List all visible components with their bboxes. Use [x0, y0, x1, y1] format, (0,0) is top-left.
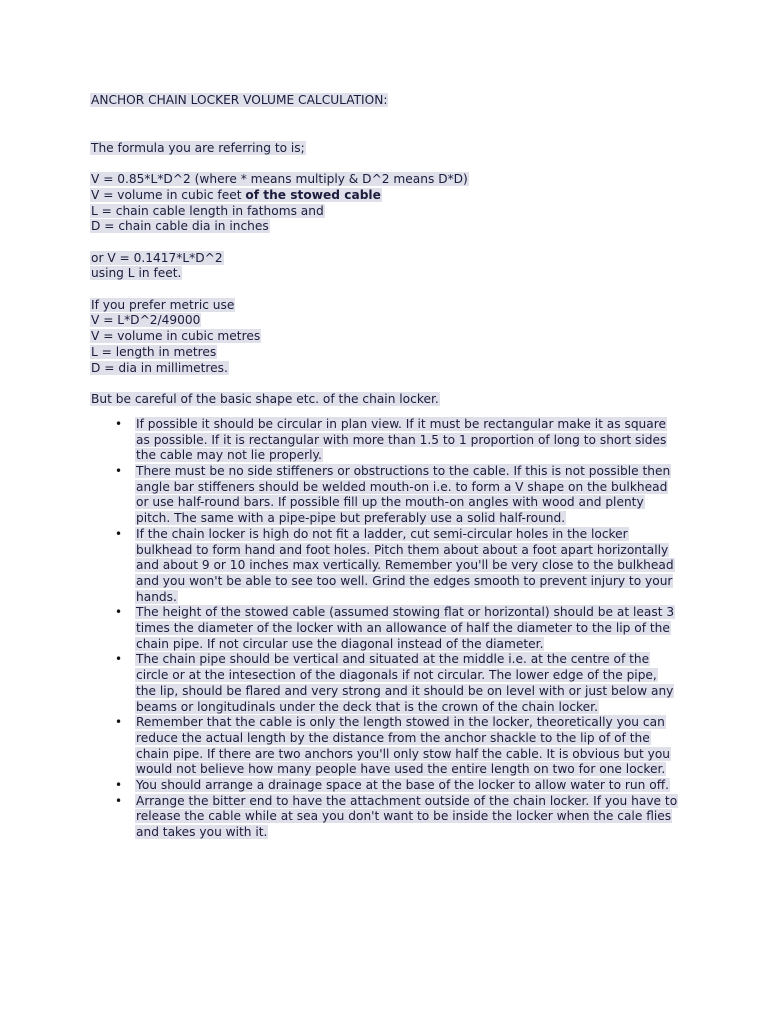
bullet-icon: •: [115, 416, 123, 431]
document-title: ANCHOR CHAIN LOCKER VOLUME CALCULATION:: [91, 93, 388, 107]
units-note: using L in feet.: [91, 266, 182, 281]
list-item-text: There must be no side stiffeners or obstructions to the cable. If this is not possible then angle bar stiffeners should be welded mouth-on i.e. to form a V shape on the bulkhead or use half-round bars. If possible fill up the mouth-on angles with wood and plenty pitch. The same with a pipe-pipe but preferably use a solid half-round.: [136, 464, 671, 526]
list-item-text: Arrange the bitter end to have the attachment outside of the chain locker. If you have to release the cable while at sea you don't want to be inside the locker when the cale flies and takes you with it.: [136, 793, 678, 840]
diameter-definition: D = chain cable dia in inches: [91, 219, 269, 234]
list-item: [115, 417, 680, 464]
list-item: [115, 794, 680, 841]
bullet-icon: •: [115, 778, 123, 793]
caution-text: But be careful of the basic shape etc. of the chain locker.: [91, 392, 439, 407]
metric-formula-block: [90, 298, 690, 377]
bullet-icon: •: [115, 605, 123, 620]
feet-formula-block: [90, 251, 690, 282]
bullet-icon: •: [115, 652, 123, 667]
list-item: [115, 652, 680, 715]
length-definition: L = chain cable length in fathoms and: [91, 203, 324, 218]
bold-emphasis: of the stowed cable: [245, 187, 381, 202]
intro-text: The formula you are referring to is;: [91, 140, 305, 155]
list-item: [115, 715, 680, 778]
length-definition: L = length in metres: [91, 344, 217, 359]
bullet-icon: •: [115, 464, 123, 479]
document-page: [90, 93, 690, 841]
volume-definition: V = volume in cubic metres: [91, 329, 261, 344]
diameter-definition: D = dia in millimetres.: [91, 360, 228, 375]
list-item: [115, 527, 680, 606]
formula-line: V = 0.85*L*D^2 (where * means multiply & D^2 means D*D): [91, 172, 468, 187]
list-item: [115, 464, 680, 527]
bullet-icon: •: [115, 793, 123, 808]
bullet-icon: •: [115, 715, 123, 730]
bullet-icon: •: [115, 526, 123, 541]
formula-line: V = L*D^2/49000: [91, 313, 201, 328]
formula-line: or V = 0.1417*L*D^2: [91, 250, 223, 265]
list-item: [115, 778, 680, 794]
list-item-text: The chain pipe should be vertical and situated at the middle i.e. at the centre of the circle or at the intesection of the diagonals if not circular. The lower edge of the pipe, the lip, should be flared and very strong and it should be on level with or just below any beams or longitudinals under the deck that is the crown of the chain locker.: [136, 652, 674, 714]
list-item-text: If the chain locker is high do not fit a ladder, cut semi-circular holes in the locker bulkhead to form hand and foot holes. Pitch them about about a foot apart horizontally and about 9 or 10 inches max vertically. Remember you'll be very close to the bulkhead and you won't be able to see too well. Grind the edges smooth to prevent injury to your hands.: [136, 526, 674, 604]
metric-intro: If you prefer metric use: [91, 297, 235, 312]
list-item-text: You should arrange a drainage space at the base of the locker to allow water to run off.: [136, 778, 669, 793]
guideline-list: [115, 417, 680, 841]
list-item-text: If possible it should be circular in plan view. If it must be rectangular make it as square as possible. If it is rectangular with more than 1.5 to 1 proportion of long to short sides the cable may not lie properly.: [136, 416, 667, 463]
list-item-text: Remember that the cable is only the length stowed in the locker, theoretically you can reduce the actual length by the distance from the anchor shackle to the lip of of the chain pipe. If there are two anchors you'll only stow half the cable. It is obvious but you would not believe how many people have used the entire length on two for one locker.: [136, 715, 671, 777]
volume-definition: V = volume in cubic feet of the stowed cable: [91, 187, 381, 202]
list-item-text: The height of the stowed cable (assumed stowing flat or horizontal) should be at least 3 times the diameter of the locker with an allowance of half the diameter to the lip of the chain pipe. If not circular use the diagonal instead of the diameter.: [136, 605, 675, 651]
list-item: [115, 605, 680, 652]
imperial-formula-block: [90, 172, 690, 235]
